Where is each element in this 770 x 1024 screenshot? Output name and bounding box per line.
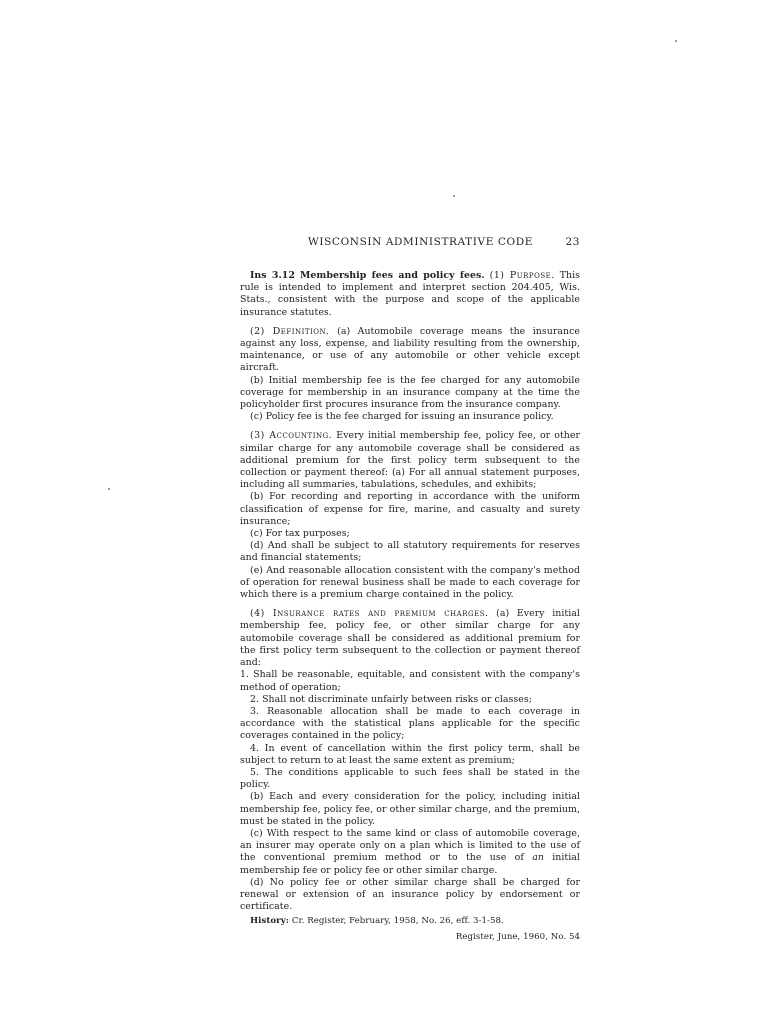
definition-c: (c) Policy fee is the fee charged for issuing an insurance policy. xyxy=(250,411,554,423)
running-title: WISCONSIN ADMINISTRATIVE CODE xyxy=(308,236,534,248)
scan-speck xyxy=(675,40,677,42)
scan-speck xyxy=(108,488,110,490)
history-label: History: xyxy=(250,916,290,927)
accounting-b: (b) For recording and reporting in accordance with the uniform classification of expense for fire, marine, and casualty and surety insurance; xyxy=(240,491,580,527)
rates-d: (d) No policy fee or other similar charge shall be charged for renewal or extension of an insurance policy by endorsement or certificate. xyxy=(240,876,580,913)
rates-intro xyxy=(240,608,580,669)
rates-a-text: (a) Every initial membership fee, policy fee, or other similar charge for any automobile coverage shall be considered as additional premium for the first policy term subsequent to the collection or payment thereof and: xyxy=(240,608,580,669)
rates-c-emphasis: an xyxy=(532,852,544,864)
rates-c-suffix: initial membership fee or policy fee or other similar charge. xyxy=(240,852,580,876)
rule-heading: Membership fees and policy fees. xyxy=(299,270,485,281)
rates-item-4: 4. In event of cancellation within the first policy term, shall be subject to return to at least the same extent as premium; xyxy=(240,742,580,766)
page-content xyxy=(240,236,580,943)
history-text: Cr. Register, February, 1958, No. 26, eff. 3-1-58. xyxy=(291,916,504,927)
rates-item-1: 1. Shall be reasonable, equitable, and consistent with the company's method of operation; xyxy=(240,669,580,693)
accounting-d: (d) And shall be subject to all statutory requirements for reserves and financial statements; xyxy=(240,540,580,564)
rates-item-2: 2. Shall not discriminate unfairly between risks or classes; xyxy=(250,693,532,705)
rates-c xyxy=(240,828,580,877)
rule-number: Ins 3.12 xyxy=(250,270,295,281)
rates-c-prefix: (c) With respect to the same kind or class of automobile coverage, an insurer may operate only on a plan which is limited to the use of the conventional premium method or to the use of xyxy=(240,827,580,864)
accounting-c: (c) For tax purposes; xyxy=(250,528,350,540)
page-header xyxy=(240,236,580,252)
rates-label: (4) Insurance rates and premium charges. xyxy=(250,608,489,620)
definition-a xyxy=(240,326,580,375)
purpose-label: (1) Purpose. xyxy=(489,270,555,281)
accounting-intro-text: Every initial membership fee, policy fee, or other similar charge for any automobile coverage shall be considered as additional premium for the first policy term subsequent to the collection or payment thereof: (a) For all annual statement purposes, including all summaries, tabulations, schedules, and exhibits; xyxy=(240,430,581,491)
accounting-e: (e) And reasonable allocation consistent with the company's method of operation for renewal business shall be made to each coverage for which there is a premium charge contained in the policy. xyxy=(240,564,580,601)
rates-b: (b) Each and every consideration for the policy, including initial membership fee, policy fee, or other similar charge, and the premium, must be stated in the policy. xyxy=(240,791,580,827)
definition-a-text: (a) Automobile coverage means the insurance against any loss, expense, and liability resulting from the ownership, maintenance, or use of any automobile or other vehicle except aircraft. xyxy=(240,325,580,374)
accounting-intro xyxy=(240,430,580,491)
rule-purpose-paragraph xyxy=(240,270,580,319)
purpose-text: This rule is intended to implement and interpret section 204.405, Wis. Stats., consistent with the purpose and scope of the applicable insurance statutes. xyxy=(240,270,581,318)
page-number: 23 xyxy=(565,236,580,248)
register-footer: Register, June, 1960, No. 54 xyxy=(455,931,580,942)
definition-label: (2) Definition. xyxy=(250,325,330,337)
accounting-label: (3) Accounting. xyxy=(250,430,333,442)
rates-item-3: 3. Reasonable allocation shall be made to each coverage in accordance with the statistical plans applicable for the specific coverages contained in the policy; xyxy=(240,705,580,742)
history-note xyxy=(240,915,580,927)
rates-item-5: 5. The conditions applicable to such fees shall be stated in the policy. xyxy=(240,766,580,791)
definition-b: (b) Initial membership fee is the fee charged for any automobile coverage for membership in an insurance company at the time the policyholder first procures insurance from the insurance company. xyxy=(240,374,580,411)
scan-speck xyxy=(453,195,455,197)
